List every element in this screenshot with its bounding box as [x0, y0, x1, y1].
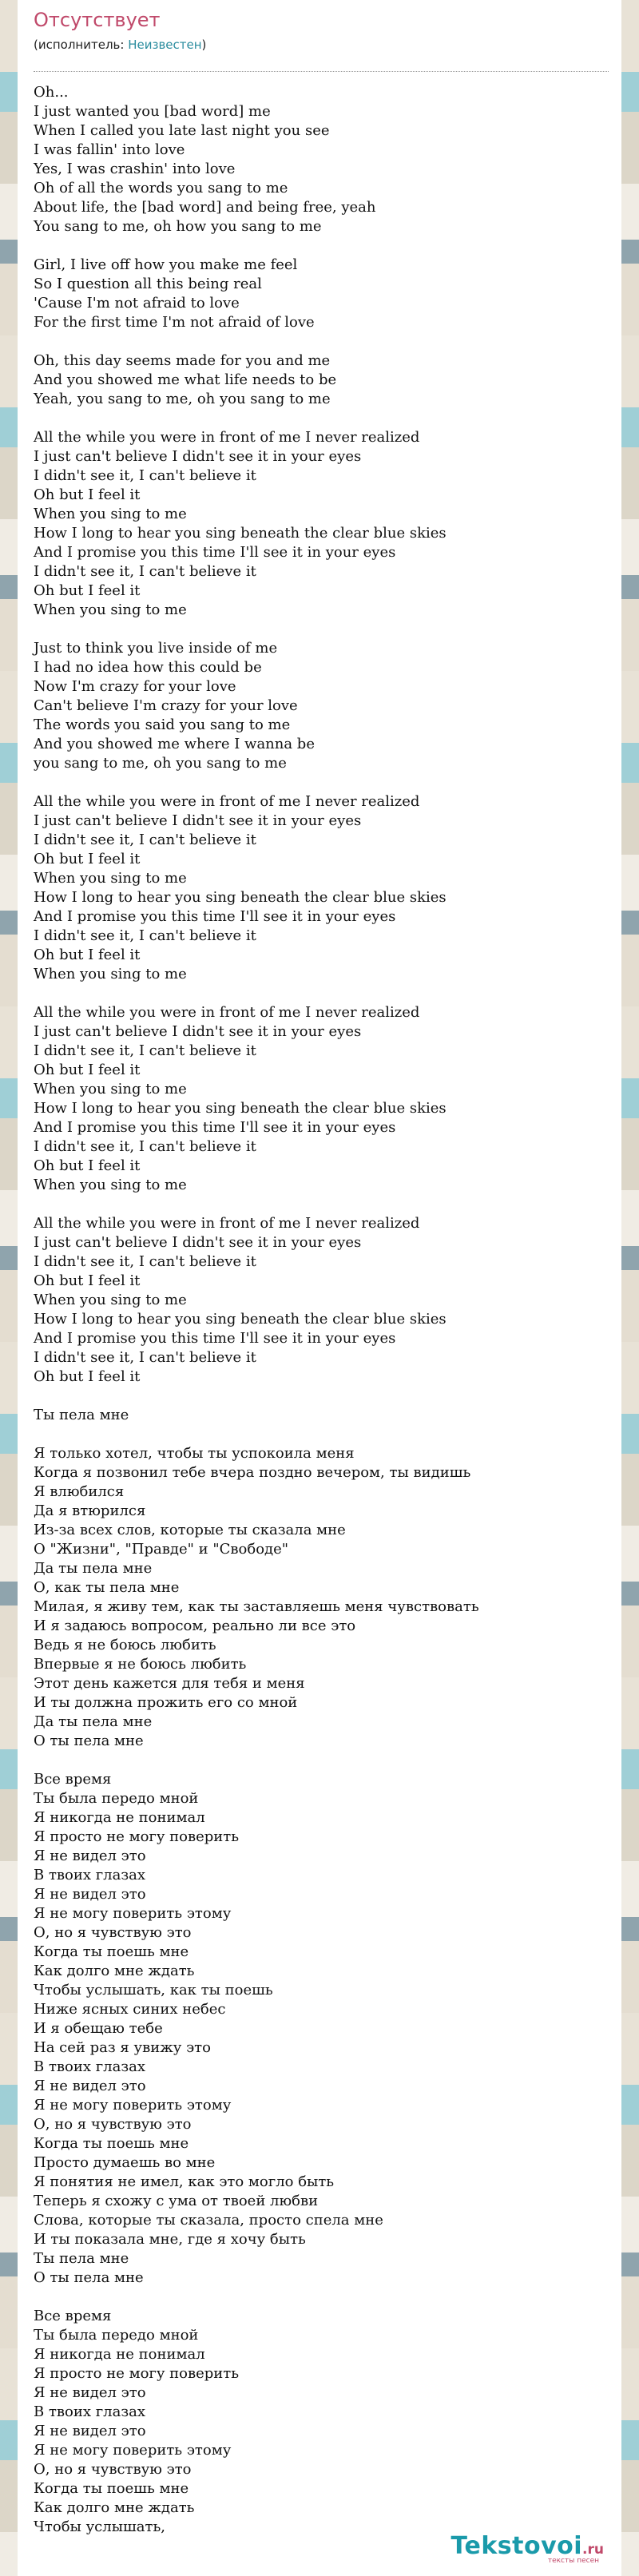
- lyric-line: Oh of all the words you sang to me: [34, 180, 288, 196]
- lyric-line: When you sing to me: [34, 506, 187, 522]
- lyric-line: When I called you late last night you see: [34, 122, 330, 139]
- lyric-line: When you sing to me: [34, 966, 187, 982]
- lyric-line: Yes, I was crashin' into love: [34, 161, 236, 177]
- lyric-line: В твоих глазах: [34, 2058, 146, 2075]
- lyric-line: Oh but I feel it: [34, 1157, 141, 1174]
- lyric-line: Я не видел это: [34, 2423, 146, 2439]
- lyric-line: Все время: [34, 2308, 112, 2324]
- lyric-line: Я не видел это: [34, 2384, 146, 2401]
- lyric-line: I just wanted you [bad word] me: [34, 103, 271, 120]
- logo-tagline: тексты песен: [547, 2557, 599, 2565]
- lyric-line: Я влюбился: [34, 1483, 125, 1500]
- lyric-line: Я никогда не понимал: [34, 2346, 205, 2363]
- lyric-line: I was fallin' into love: [34, 141, 185, 158]
- lyric-line: О, но я чувствую это: [34, 2116, 192, 2133]
- lyric-line: Oh but I feel it: [34, 851, 141, 867]
- lyric-line: Я просто не могу поверить: [34, 2365, 240, 2382]
- lyric-line: Когда я позвонил тебе вчера поздно вечером, ты видишь: [34, 1464, 471, 1481]
- lyric-line: Ты пела мне: [34, 2250, 129, 2267]
- lyric-line: Я не могу поверить этому: [34, 2442, 232, 2459]
- lyric-line: How I long to hear you sing beneath the clear blue skies: [34, 1100, 447, 1117]
- lyric-line: Ты была передо мной: [34, 2327, 199, 2344]
- lyric-line: Girl, I live off how you make me feel: [34, 256, 298, 273]
- lyric-line: О, но я чувствую это: [34, 1924, 192, 1941]
- lyric-line: I didn't see it, I can't believe it: [34, 1349, 256, 1366]
- lyric-line: I didn't see it, I can't believe it: [34, 1253, 256, 1270]
- lyric-line: Ты была передо мной: [34, 1790, 199, 1807]
- lyric-line: And I promise you this time I'll see it in your eyes: [34, 908, 396, 925]
- lyrics-page: [18, 0, 621, 2576]
- lyric-line: For the first time I'm not afraid of love: [34, 314, 315, 331]
- lyric-line: I didn't see it, I can't believe it: [34, 563, 256, 580]
- lyric-line: Just to think you live inside of me: [34, 640, 278, 657]
- lyric-line: Я понятия не имел, как это могло быть: [34, 2173, 335, 2190]
- song-title: Отсутствует: [34, 9, 161, 31]
- stanza-gap: [34, 1425, 609, 1444]
- lyric-line: And I promise you this time I'll see it in your eyes: [34, 544, 396, 561]
- lyrics-body: [34, 83, 609, 2537]
- lyric-line: О ты пела мне: [34, 1733, 144, 1749]
- lyric-line: Oh but I feel it: [34, 486, 141, 503]
- lyric-line: I just can't believe I didn't see it in your eyes: [34, 448, 362, 465]
- lyric-line: How I long to hear you sing beneath the clear blue skies: [34, 1311, 447, 1328]
- lyric-line: Слова, которые ты сказала, просто спела мне: [34, 2212, 383, 2229]
- lyric-line: Ниже ясных синих небес: [34, 2001, 226, 2018]
- lyric-line: I didn't see it, I can't believe it: [34, 1042, 256, 1059]
- lyric-line: Чтобы услышать, как ты поешь: [34, 1982, 273, 1998]
- artist-prefix: (исполнитель:: [34, 38, 125, 52]
- lyric-line: Все время: [34, 1771, 112, 1788]
- lyric-line: When you sing to me: [34, 1177, 187, 1193]
- stanza-gap: [34, 409, 609, 428]
- stanza-gap: [34, 236, 609, 256]
- lyric-line: И ты показала мне, где я хочу быть: [34, 2231, 306, 2248]
- lyric-line: You sang to me, oh how you sang to me: [34, 218, 322, 235]
- lyric-line: Я не видел это: [34, 1848, 146, 1864]
- lyric-line: Просто думаешь во мне: [34, 2154, 216, 2171]
- lyric-line: Да ты пела мне: [34, 1560, 153, 1577]
- lyric-line: you sang to me, oh you sang to me: [34, 755, 287, 772]
- lyric-line: Oh but I feel it: [34, 947, 141, 963]
- lyric-line: I just can't believe I didn't see it in your eyes: [34, 1023, 362, 1040]
- lyric-line: How I long to hear you sing beneath the clear blue skies: [34, 525, 447, 542]
- lyric-line: I didn't see it, I can't believe it: [34, 832, 256, 848]
- stanza-gap: [34, 1387, 609, 1406]
- lyric-line: На сей раз я увижу это: [34, 2039, 211, 2056]
- lyric-line: All the while you were in front of me I never realized: [34, 793, 420, 810]
- song-header: [34, 5, 206, 53]
- logo-tld: .ru: [582, 2542, 604, 2558]
- lyric-line: All the while you were in front of me I never realized: [34, 429, 420, 446]
- lyric-line: I didn't see it, I can't believe it: [34, 1138, 256, 1155]
- lyric-line: Теперь я схожу с ума от твоей любви: [34, 2193, 319, 2209]
- stanza-gap: [34, 773, 609, 792]
- lyric-line: The words you said you sang to me: [34, 716, 291, 733]
- lyric-line: Yeah, you sang to me, oh you sang to me: [34, 391, 331, 407]
- site-logo[interactable]: [451, 2532, 605, 2565]
- lyric-line: When you sing to me: [34, 1081, 187, 1097]
- lyric-line: И я задаюсь вопросом, реально ли все это: [34, 1617, 356, 1634]
- lyric-line: Oh but I feel it: [34, 1062, 141, 1078]
- lyric-line: В твоих глазах: [34, 2403, 146, 2420]
- header-divider: [34, 71, 609, 72]
- lyric-line: Oh but I feel it: [34, 1368, 141, 1385]
- lyric-line: Я только хотел, чтобы ты успокоила меня: [34, 1445, 355, 1462]
- stanza-gap: [34, 1751, 609, 1770]
- lyric-line: И я обещаю тебе: [34, 2020, 163, 2037]
- lyric-line: I didn't see it, I can't believe it: [34, 467, 256, 484]
- lyric-line: Когда ты поешь мне: [34, 1943, 189, 1960]
- lyric-line: And I promise you this time I'll see it in your eyes: [34, 1119, 396, 1136]
- lyric-line: And you showed me what life needs to be: [34, 371, 337, 388]
- lyric-line: When you sing to me: [34, 870, 187, 887]
- lyric-line: Oh...: [34, 84, 69, 101]
- stanza-gap: [34, 984, 609, 1003]
- lyric-line: Этот день кажется для тебя и меня: [34, 1675, 305, 1692]
- lyric-line: How I long to hear you sing beneath the clear blue skies: [34, 889, 447, 906]
- lyric-line: О, как ты пела мне: [34, 1579, 180, 1596]
- lyric-line: I had no idea how this could be: [34, 659, 262, 676]
- lyric-line: And I promise you this time I'll see it in your eyes: [34, 1330, 396, 1347]
- lyric-line: Ты пела мне: [34, 1407, 129, 1423]
- lyric-line: Я не могу поверить этому: [34, 2097, 232, 2114]
- lyric-line: Я не видел это: [34, 1886, 146, 1903]
- lyric-line: So I question all this being real: [34, 276, 262, 292]
- lyric-line: Я никогда не понимал: [34, 1809, 205, 1826]
- lyric-line: And you showed me where I wanna be: [34, 736, 315, 752]
- lyric-line: Чтобы услышать,: [34, 2518, 165, 2535]
- lyric-line: When you sing to me: [34, 601, 187, 618]
- lyric-line: Oh, this day seems made for you and me: [34, 352, 331, 369]
- lyric-line: I just can't believe I didn't see it in your eyes: [34, 812, 362, 829]
- lyric-line: Впервые я не боюсь любить: [34, 1656, 247, 1673]
- stanza-gap: [34, 2288, 609, 2307]
- lyric-line: Когда ты поешь мне: [34, 2135, 189, 2152]
- lyric-line: О "Жизни", "Правде" и "Свободе": [34, 1541, 289, 1558]
- lyric-line: All the while you were in front of me I never realized: [34, 1004, 420, 1021]
- lyric-line: О, но я чувствую это: [34, 2461, 192, 2478]
- lyric-line: All the while you were in front of me I never realized: [34, 1215, 420, 1232]
- lyric-line: Милая, я живу тем, как ты заставляешь меня чувствовать: [34, 1598, 479, 1615]
- lyric-line: Я не видел это: [34, 2078, 146, 2094]
- artist-suffix: ): [201, 38, 207, 52]
- lyric-line: Oh but I feel it: [34, 1272, 141, 1289]
- lyric-line: I didn't see it, I can't believe it: [34, 927, 256, 944]
- lyric-line: Как долго мне ждать: [34, 2499, 195, 2516]
- lyric-line: I just can't believe I didn't see it in your eyes: [34, 1234, 362, 1251]
- stanza-gap: [34, 332, 609, 351]
- stanza-gap: [34, 620, 609, 639]
- lyric-line: Да ты пела мне: [34, 1713, 153, 1730]
- lyric-line: About life, the [bad word] and being free, yeah: [34, 199, 376, 216]
- artist-line: [34, 37, 206, 53]
- lyric-line: Как долго мне ждать: [34, 1963, 195, 1979]
- lyric-line: Ведь я не боюсь любить: [34, 1637, 216, 1653]
- lyric-line: 'Cause I'm not afraid to love: [34, 295, 240, 312]
- lyric-line: Can't believe I'm crazy for your love: [34, 697, 298, 714]
- lyric-line: Да я втюрился: [34, 1502, 146, 1519]
- lyric-line: Now I'm crazy for your love: [34, 678, 236, 695]
- stanza-gap: [34, 1195, 609, 1214]
- lyric-line: When you sing to me: [34, 1292, 187, 1308]
- lyric-line: Из-за всех слов, которые ты сказала мне: [34, 1522, 346, 1538]
- artist-link[interactable]: Неизвестен: [128, 38, 202, 52]
- lyric-line: В твоих глазах: [34, 1867, 146, 1883]
- lyric-line: И ты должна прожить его со мной: [34, 1694, 298, 1711]
- lyric-line: О ты пела мне: [34, 2269, 144, 2286]
- logo-word: Tekstovoi: [450, 2532, 583, 2560]
- lyric-line: Oh but I feel it: [34, 582, 141, 599]
- lyric-line: Я не могу поверить этому: [34, 1905, 232, 1922]
- lyric-line: Когда ты поешь мне: [34, 2480, 189, 2497]
- lyric-line: Я просто не могу поверить: [34, 1828, 240, 1845]
